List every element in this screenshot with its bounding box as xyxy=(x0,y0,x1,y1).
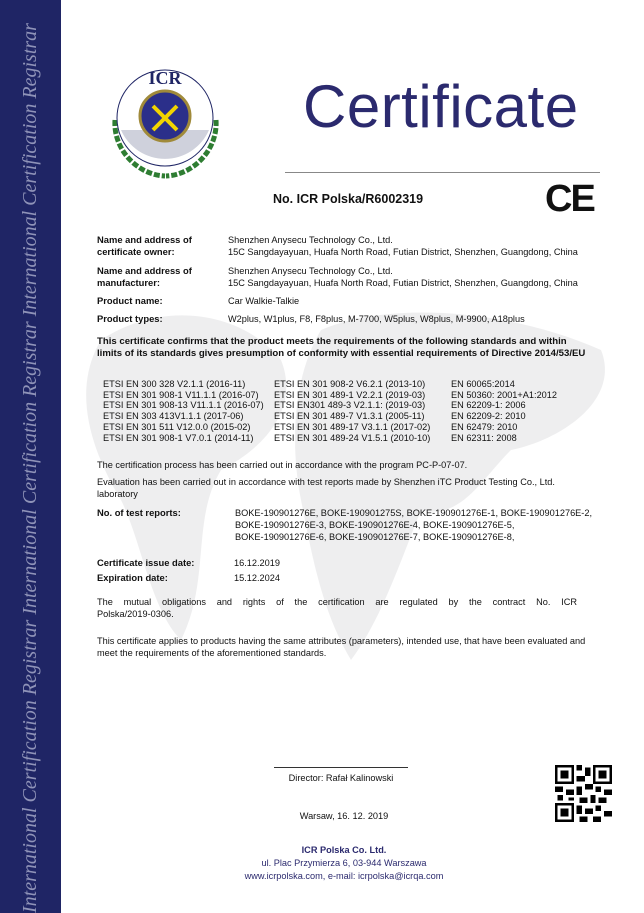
standard-item: EN 62479: 2010 xyxy=(451,421,518,432)
place-and-date: Warsaw, 16. 12. 2019 xyxy=(299,811,389,821)
product-name: Car Walkie-Talkie xyxy=(228,296,300,306)
signature-line xyxy=(274,767,408,768)
director-name: Director: Rafał Kalinowski xyxy=(288,773,394,783)
test-reports-line-3: BOKE-190901276E-6, BOKE-190901276E-7, BOKE-190901276E-8, xyxy=(235,532,515,542)
certificate-number: No. ICR Polska/R6002319 xyxy=(273,192,424,206)
standard-item: EN 62209-1: 2006 xyxy=(451,400,526,411)
obligations-statement: The mutual obligations and rights of the certification are regulated by the contract No. ICR Polska/2019-0306. xyxy=(97,597,577,619)
expiry-date: 15.12.2024 xyxy=(234,573,280,583)
standard-item: ETSI EN 301 908-1 V7.0.1 (2014-11) xyxy=(103,432,254,443)
owner-name: Shenzhen Anysecu Technology Co., Ltd. xyxy=(228,235,393,245)
product-name-label: Product name: xyxy=(97,295,163,306)
standard-item: EN 60065:2014 xyxy=(451,379,515,389)
standard-item: ETSI EN 301 908-2 V6.2.1 (2013-10) xyxy=(274,379,426,389)
test-reports-label: No. of test reports: xyxy=(97,507,181,518)
footer-company: ICR Polska Co. Ltd. xyxy=(301,845,387,855)
standards-column-2 xyxy=(274,379,430,443)
standard-item: ETSI EN 301 489-17 V3.1.1 (2017-02) xyxy=(274,421,431,432)
standard-item: EN 62311: 2008 xyxy=(451,432,517,443)
standard-item: EN 62209-2: 2010 xyxy=(451,411,526,422)
owner-label: Name and address of certificate owner: xyxy=(97,234,192,257)
logo-text: ICR xyxy=(148,68,182,88)
evaluation-statement: Evaluation has been carried out in accordance with test reports made by Shenzhen iTC Product Testing Co., Ltd. laboratory xyxy=(97,477,555,499)
standard-item: ETSI EN 303 413V1.1.1 (2017-06) xyxy=(103,411,244,422)
standards-column-3 xyxy=(451,379,557,443)
standard-item: ETSI EN301 489-3 V2.1.1: (2019-03) xyxy=(274,400,426,411)
standard-item: ETSI EN 301 908-13 V11.1.1 (2016-07) xyxy=(103,400,264,411)
process-statement: The certification process has been carried out in accordance with the program PC-P-07-07. xyxy=(97,460,468,470)
footer-contact: www.icrpolska.com, e-mail: icrpolska@icrqa.com xyxy=(244,871,444,881)
issue-date: 16.12.2019 xyxy=(234,558,280,568)
product-types: W2plus, W1plus, F8, F8plus, M-7700, W5plus, W8plus, M-9900, A18plus xyxy=(228,314,525,324)
standard-item: ETSI EN 301 908-1 V11.1.1 (2016-07) xyxy=(103,389,259,400)
ce-mark: CE xyxy=(545,178,594,220)
footer-address: ul. Plac Przymierza 6, 03-944 Warszawa xyxy=(261,858,427,868)
expiry-date-label: Expiration date: xyxy=(97,572,168,583)
manufacturer-label: Name and address of manufacturer: xyxy=(97,265,192,288)
standard-item: ETSI EN 301 511 V12.0.0 (2015-02) xyxy=(103,421,251,432)
product-types-label: Product types: xyxy=(97,313,163,324)
test-reports-line-1: BOKE-190901276E, BOKE-190901275S, BOKE-190901276E-1, BOKE-190901276E-2, xyxy=(235,508,593,518)
standard-item: ETSI EN 301 489-1 V2.2.1 (2019-03) xyxy=(274,389,426,400)
standard-item: ETSI EN 300 328 V2.1.1 (2016-11) xyxy=(103,379,246,389)
test-reports-line-2: BOKE-190901276E-3, BOKE-190901276E-4, BOKE-190901276E-5, xyxy=(235,520,515,530)
standards-column-1 xyxy=(103,379,264,443)
owner-address: 15C Sangdayayuan, Huafa North Road, Futian District, Shenzhen, Guangdong, China xyxy=(228,247,578,257)
qr-code xyxy=(555,765,612,822)
header-divider xyxy=(285,172,600,173)
manufacturer-name: Shenzhen Anysecu Technology Co., Ltd. xyxy=(228,266,393,276)
standard-item: ETSI EN 301 489-7 V1.3.1 (2005-11) xyxy=(274,411,425,422)
issue-date-label: Certificate issue date: xyxy=(97,557,195,568)
certificate-title: Certificate xyxy=(303,73,579,140)
icr-logo xyxy=(103,60,228,180)
applicability-statement: This certificate applies to products having the same attributes (parameters), intended use, that have been evaluated and meet the requirements of the aforementioned standards. xyxy=(97,636,586,658)
sidebar-band xyxy=(0,0,61,913)
sidebar-text: International Certification Registrar International Certification Registrar International Certification Registrar xyxy=(19,23,41,913)
standard-item: ETSI EN 301 489-24 V1.5.1 (2010-10) xyxy=(274,432,431,443)
conformity-statement: This certificate confirms that the product meets the requirements of the following standards and within limits of its standards gives presumption of conformity with essential requirements of Directive 2014/53/EU xyxy=(97,336,586,359)
standard-item: EN 50360: 2001+A1:2012 xyxy=(451,389,558,400)
manufacturer-address: 15C Sangdayayuan, Huafa North Road, Futian District, Shenzhen, Guangdong, China xyxy=(228,278,578,288)
